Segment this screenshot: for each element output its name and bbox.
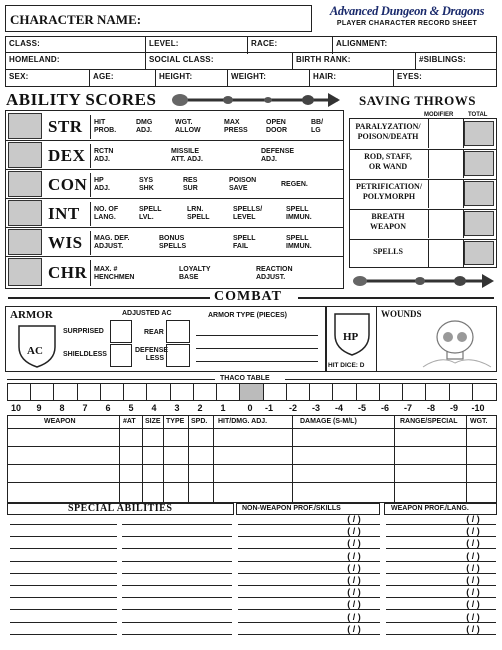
size-col-header: SIZE [145, 418, 161, 425]
thaco-cell[interactable] [194, 384, 217, 400]
wounds-label: WOUNDS [381, 309, 422, 319]
int-subfields [90, 202, 341, 226]
saving-label-breath: BREATH WEAPON [370, 212, 406, 231]
int-spells-level: SPELLS/ LEVEL [233, 206, 263, 221]
write-line[interactable] [238, 622, 380, 623]
write-line[interactable] [122, 548, 232, 549]
proficiency-slot[interactable]: ( / ) [466, 526, 480, 536]
saving-throws-title: SAVING THROWS [359, 93, 476, 108]
staff-ornament-top [168, 90, 346, 110]
rear-label: REAR [144, 329, 164, 336]
dex-abbr: DEX [48, 146, 86, 165]
armor-type-line-1[interactable] [196, 335, 318, 336]
surprised-label: SURPRISED [63, 328, 104, 335]
write-line[interactable] [122, 609, 232, 610]
wp-title: WEAPON PROF./LANG. [391, 505, 469, 512]
defenseless-label: DEFENSE LESS [135, 347, 169, 362]
write-line[interactable] [122, 585, 232, 586]
write-line[interactable] [10, 524, 117, 525]
defenseless-box[interactable] [166, 344, 190, 367]
weapon-col-header: WEAPON [44, 418, 76, 425]
dex-score-box[interactable] [8, 142, 42, 168]
weapon-row[interactable] [8, 482, 496, 502]
eyes-field[interactable]: EYES: [397, 72, 423, 81]
thaco-cell[interactable] [147, 384, 170, 400]
str-open-door: OPEN DOOR [266, 119, 287, 134]
siblings-field[interactable]: #SIBLINGS: [419, 55, 466, 64]
weapon-row[interactable] [8, 446, 496, 465]
int-abbr: INT [48, 204, 80, 223]
write-line[interactable] [386, 585, 496, 586]
chr-max-henchmen: MAX. # HENCHMEN [94, 266, 135, 281]
wis-spell-fail: SPELL FAIL [233, 235, 256, 250]
saving-label-rod: ROD, STAFF, OR WAND [364, 152, 412, 171]
race-field[interactable]: RACE: [248, 37, 333, 54]
str-bblg: BB/ LG [311, 119, 324, 134]
ability-row-wis [6, 227, 343, 257]
thaco-cell[interactable] [101, 384, 124, 400]
write-line[interactable] [122, 597, 232, 598]
con-subfields [90, 173, 341, 197]
int-score-box[interactable] [8, 200, 42, 226]
chr-subfields [90, 260, 341, 286]
write-line[interactable] [386, 597, 496, 598]
combat-title: COMBAT [214, 289, 282, 304]
hp-label: HP [343, 331, 359, 343]
write-line[interactable] [10, 536, 117, 537]
str-wgt-allow: WGT. ALLOW [175, 119, 201, 134]
proficiency-slot[interactable]: ( / ) [347, 612, 361, 622]
character-name-field[interactable] [5, 5, 312, 32]
saving-row-spells [350, 239, 496, 267]
thaco-cell[interactable] [473, 384, 496, 400]
dex-defense-adj: DEFENSE ADJ. [261, 148, 295, 163]
thaco-cell[interactable] [240, 384, 263, 400]
wis-mag-def: MAG. DEF. ADJUST. [94, 235, 130, 250]
chr-abbr: CHR [48, 263, 88, 282]
saving-label-spells: SPELLS [373, 247, 403, 256]
write-line[interactable] [10, 573, 117, 574]
alignment-field[interactable]: ALIGNMENT: [336, 39, 388, 48]
write-line[interactable] [238, 597, 380, 598]
thaco-cell[interactable] [450, 384, 473, 400]
con-regen: REGEN. [281, 181, 308, 188]
info-row-2 [5, 53, 497, 70]
chr-score-box[interactable] [8, 258, 42, 286]
write-line[interactable] [122, 573, 232, 574]
saving-throws-panel [349, 118, 497, 268]
at-col-header: #AT [123, 418, 136, 425]
dex-rctn-adj: RCTN ADJ. [94, 148, 114, 163]
thaco-num: 1 [220, 403, 226, 413]
con-abbr: CON [48, 175, 88, 194]
proficiency-slot[interactable]: ( / ) [466, 551, 480, 561]
write-line[interactable] [238, 573, 380, 574]
saving-total-paralyzation[interactable] [464, 121, 494, 146]
shieldless-label: SHIELDLESS [63, 351, 107, 358]
write-line[interactable] [238, 609, 380, 610]
weight-field[interactable]: WEIGHT: [228, 70, 310, 87]
saving-row-paralyzation [350, 119, 496, 150]
thaco-cell[interactable] [357, 384, 380, 400]
proficiency-slot[interactable]: ( / ) [347, 624, 361, 634]
write-line[interactable] [386, 548, 496, 549]
armor-label: ARMOR [10, 309, 53, 321]
proficiency-slot[interactable]: ( / ) [466, 624, 480, 634]
saving-row-rod [350, 149, 496, 180]
write-line[interactable] [10, 597, 117, 598]
thaco-num: -6 [380, 403, 389, 413]
thaco-num: 3 [174, 403, 180, 413]
int-no-lang: NO. OF LANG. [94, 206, 119, 221]
chr-reaction-adj: REACTION ADJUST. [256, 266, 293, 281]
spd-col-header: SPD. [191, 418, 208, 425]
thaco-cell[interactable] [264, 384, 287, 400]
wounds-panel[interactable] [376, 306, 497, 372]
write-line[interactable] [386, 573, 496, 574]
weapon-row[interactable] [8, 428, 496, 447]
thaco-cell[interactable] [403, 384, 426, 400]
ability-row-str [6, 111, 343, 141]
proficiency-slot[interactable]: ( / ) [466, 538, 480, 548]
sex-field[interactable]: SEX: [6, 70, 90, 87]
write-line[interactable] [386, 561, 496, 562]
ability-row-con [6, 169, 343, 199]
thaco-cell[interactable] [287, 384, 310, 400]
write-line[interactable] [122, 524, 232, 525]
info-row-1 [5, 36, 497, 53]
surprised-box[interactable] [110, 320, 132, 343]
thaco-num: 9 [36, 403, 42, 413]
hair-field[interactable]: HAIR: [310, 70, 394, 87]
thaco-num: -10 [471, 403, 485, 413]
write-line[interactable] [386, 622, 496, 623]
write-line[interactable] [386, 524, 496, 525]
write-line[interactable] [122, 634, 232, 635]
write-line[interactable] [238, 634, 380, 635]
shieldless-box[interactable] [110, 344, 132, 367]
proficiency-slot[interactable]: ( / ) [466, 587, 480, 597]
thaco-num: -1 [264, 403, 273, 413]
special-abilities-header [7, 503, 234, 515]
proficiency-slot[interactable]: ( / ) [466, 514, 480, 524]
saving-total-breath[interactable] [464, 211, 494, 236]
wgt-col-header: WGT. [470, 418, 488, 425]
thaco-num: -7 [403, 403, 412, 413]
thaco-num: -8 [426, 403, 435, 413]
chr-loyalty-base: LOYALTY BASE [179, 266, 211, 281]
range-col-header: RANGE/SPECIAL [400, 418, 458, 425]
level-field[interactable]: LEVEL: [146, 37, 248, 54]
con-sys-shk: SYS SHK [139, 177, 154, 192]
thaco-num: -3 [311, 403, 320, 413]
proficiency-slot[interactable]: ( / ) [347, 575, 361, 585]
saving-total-header: TOTAL [468, 112, 488, 118]
write-line[interactable] [238, 585, 380, 586]
saving-label-paralyzation: PARALYZATION/ POISON/DEATH [355, 122, 421, 141]
thaco-cell[interactable] [8, 384, 31, 400]
str-abbr: STR [48, 117, 83, 136]
thaco-cell[interactable] [426, 384, 449, 400]
proficiency-slot[interactable]: ( / ) [347, 514, 361, 524]
proficiency-slot[interactable]: ( / ) [466, 612, 480, 622]
ability-row-int [6, 198, 343, 228]
proficiency-slot[interactable]: ( / ) [347, 563, 361, 573]
con-poison-save: POISON SAVE [229, 177, 257, 192]
adjusted-ac-label: ADJUSTED AC [122, 310, 172, 317]
nwp-title: NON-WEAPON PROF./SKILLS [242, 505, 341, 512]
thaco-cell[interactable] [217, 384, 240, 400]
write-line[interactable] [386, 536, 496, 537]
saving-total-rod[interactable] [464, 151, 494, 176]
hit-dice-label: HIT DICE: D [328, 362, 365, 369]
combat-rule-left [8, 297, 210, 299]
thaco-rule-left [7, 379, 215, 380]
write-line[interactable] [10, 634, 117, 635]
write-line[interactable] [122, 561, 232, 562]
wis-score-box[interactable] [8, 229, 42, 255]
homeland-field[interactable]: HOMELAND: [6, 53, 146, 70]
thaco-num: 8 [59, 403, 65, 413]
str-max-press: MAX PRESS [224, 119, 248, 134]
thaco-cell[interactable] [310, 384, 333, 400]
con-res-sur: RES SUR [183, 177, 198, 192]
thaco-num-zero: 0 [247, 403, 253, 413]
write-line[interactable] [386, 634, 496, 635]
rear-box[interactable] [166, 320, 190, 343]
write-line[interactable] [238, 561, 380, 562]
write-line[interactable] [122, 622, 232, 623]
saving-modifier-header: MODIFIER [424, 112, 454, 118]
write-line[interactable] [10, 561, 117, 562]
write-line[interactable] [238, 536, 380, 537]
brand-logo [316, 4, 498, 27]
proficiency-slot[interactable]: ( / ) [466, 563, 480, 573]
proficiency-slot[interactable]: ( / ) [466, 599, 480, 609]
proficiency-slot[interactable]: ( / ) [347, 599, 361, 609]
write-line[interactable] [238, 524, 380, 525]
thaco-num: -9 [449, 403, 458, 413]
weapons-table [7, 415, 497, 503]
wis-subfields [90, 231, 341, 255]
wis-spell-immun: SPELL IMMUN. [286, 235, 312, 250]
thaco-num: -4 [334, 403, 343, 413]
thaco-cell[interactable] [171, 384, 194, 400]
thaco-cells [8, 384, 496, 400]
thaco-title: THACO TABLE [220, 375, 270, 382]
age-field[interactable]: AGE: [90, 70, 156, 87]
birth-rank-field[interactable]: BIRTH RANK: [293, 53, 416, 70]
ability-row-chr [6, 256, 343, 288]
str-dmg-adj: DMG ADJ. [136, 119, 153, 134]
saving-total-petrification[interactable] [464, 181, 494, 206]
armor-type-line-2[interactable] [196, 348, 318, 349]
thaco-rule-right [285, 379, 497, 380]
proficiency-slot[interactable]: ( / ) [347, 587, 361, 597]
con-hp-adj: HP ADJ. [94, 177, 110, 192]
saving-row-breath [350, 209, 496, 240]
saving-modifier-paralyzation[interactable] [428, 119, 464, 148]
special-abilities-title: SPECIAL ABILITIES [68, 503, 173, 514]
brand-title: Advanced Dungeon & Dragons [329, 4, 485, 18]
hitdmg-col-header: HIT/DMG. ADJ. [218, 418, 268, 425]
ability-rows [6, 111, 343, 288]
thaco-cell[interactable] [31, 384, 54, 400]
weapon-row[interactable] [8, 464, 496, 483]
armor-type-line-3[interactable] [196, 361, 318, 362]
staff-ornament-side [350, 272, 496, 290]
proficiency-slot[interactable]: ( / ) [347, 551, 361, 561]
thaco-num: -2 [288, 403, 297, 413]
saving-label-petrification: PETRIFICATION/ POLYMORPH [355, 182, 423, 201]
thaco-cell[interactable] [124, 384, 147, 400]
write-line[interactable] [238, 548, 380, 549]
int-lrn-spell: LRN. SPELL [187, 206, 210, 221]
str-subfields [90, 115, 341, 139]
damage-col-header: DAMAGE (S-M/L) [300, 418, 357, 425]
wis-abbr: WIS [48, 233, 83, 252]
proficiency-slot[interactable]: ( / ) [347, 538, 361, 548]
write-line[interactable] [10, 622, 117, 623]
ac-label: AC [27, 345, 43, 357]
ability-scores-panel [5, 110, 344, 289]
ability-row-dex [6, 140, 343, 170]
saving-modifier-spells[interactable] [428, 239, 464, 267]
saving-row-petrification [350, 179, 496, 210]
dex-missile-adj: MISSILE ATT. ADJ. [171, 148, 203, 163]
write-line[interactable] [10, 548, 117, 549]
thaco-num: 6 [105, 403, 111, 413]
class-field[interactable]: CLASS: [6, 37, 146, 54]
combat-rule-right [298, 297, 494, 299]
sheet-subtitle: PLAYER CHARACTER RECORD SHEET [336, 20, 478, 27]
con-score-box[interactable] [8, 171, 42, 197]
thaco-num: 10 [10, 403, 21, 413]
height-field[interactable]: HEIGHT: [156, 70, 228, 87]
thaco-num: 5 [128, 403, 134, 413]
armor-type-label: ARMOR TYPE (PIECES) [208, 312, 287, 319]
thaco-num: -5 [357, 403, 366, 413]
character-name-label: CHARACTER NAME: [10, 12, 142, 27]
saving-modifier-petrification[interactable] [428, 179, 464, 208]
thaco-num: 7 [82, 403, 88, 413]
dex-subfields [90, 144, 341, 168]
info-row-3 [5, 70, 497, 87]
int-spell-lvl: SPELL LVL. [139, 206, 162, 221]
social-class-field[interactable]: SOCIAL CLASS: [146, 53, 293, 70]
saving-total-spells[interactable] [464, 241, 494, 265]
thaco-cell[interactable] [333, 384, 356, 400]
skull-icon [421, 315, 493, 369]
proficiency-slot[interactable]: ( / ) [347, 526, 361, 536]
hp-panel [325, 306, 377, 372]
thaco-cell[interactable] [380, 384, 403, 400]
write-line[interactable] [10, 609, 117, 610]
proficiency-slot[interactable]: ( / ) [466, 575, 480, 585]
thaco-table [7, 383, 497, 401]
int-spell-immun: SPELL IMMUN. [286, 206, 312, 221]
thaco-cell[interactable] [54, 384, 77, 400]
thaco-cell[interactable] [78, 384, 101, 400]
saving-modifier-rod[interactable] [428, 149, 464, 178]
write-line[interactable] [10, 585, 117, 586]
thaco-num: 2 [197, 403, 203, 413]
str-score-box[interactable] [8, 113, 42, 139]
ability-scores-title: ABILITY SCORES [6, 90, 157, 109]
saving-modifier-breath[interactable] [428, 209, 464, 238]
write-line[interactable] [386, 609, 496, 610]
str-hit-prob: HIT PROB. [94, 119, 117, 134]
armor-panel [5, 306, 327, 372]
wis-bonus-spells: BONUS SPELLS [159, 235, 187, 250]
thaco-num: 4 [151, 403, 157, 413]
write-line[interactable] [122, 536, 232, 537]
type-col-header: TYPE [166, 418, 185, 425]
